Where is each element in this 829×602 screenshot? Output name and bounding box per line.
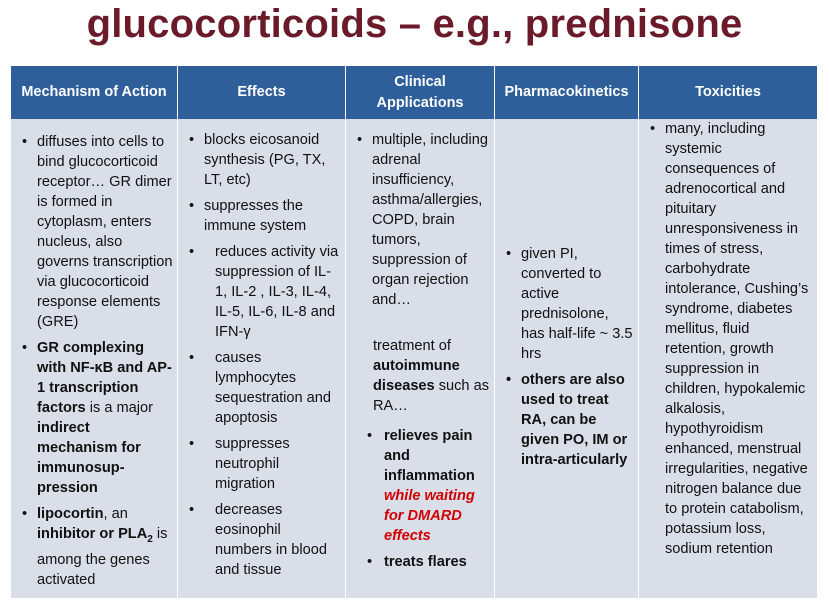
list-item: • diffuses into cells to bind glucocorticoid receptor… GR dimer is formed in cytoplasm, enters nucleus, also governs transcription via glucocorticoid response elements (GRE): [22, 134, 173, 330]
clinical-applications-cell: [346, 119, 495, 598]
header-toxicities: Toxicities: [639, 66, 817, 119]
effects-cell: [178, 119, 346, 598]
header-clinical-applications: Clinical Applications: [346, 66, 495, 119]
pharmacokinetics-cell: [495, 119, 639, 598]
list-item: • suppresses the immune system: [189, 198, 307, 234]
list-item: • causes lymphocytes sequestration and apoptosis: [189, 350, 332, 426]
list-item: • treats flares: [367, 554, 467, 570]
list-item: • many, including systemic consequences of adrenocortical and pituitary unresponsiveness in times of stress, carbohydrate intolerance, Cushing’s syndrome, diabetes mellitus, fluid retention, growth suppression in children, hypokalemic alkalosis, hypothyroidism enhanced, menstrual irregularities, negative nitrogen balance due to protein catabolism, potassium loss, sodium retention: [650, 121, 809, 557]
list-item: • multiple, including adrenal insufficiency, asthma/allergies, COPD, brain tumors, suppression of organ rejection and…: [357, 132, 489, 308]
list-item: • given PI, converted to active prednisolone, has half-life ~ 3.5 hrs: [506, 246, 633, 362]
header-pharmacokinetics: Pharmacokinetics: [495, 66, 639, 119]
list-item: • relieves pain and inflammation while waiting for DMARD effects: [367, 428, 475, 544]
list-item: • others are also used to treat RA, can be given PO, IM or intra-articularly: [506, 372, 628, 468]
mechanism-cell: [11, 119, 178, 598]
header-mechanism: Mechanism of Action: [11, 66, 178, 119]
list-item: • GR complexing with NF-κB and AP-1 transcription factors is a major indirect mechanism for immunosup-pression: [22, 340, 172, 496]
list-item: • lipocortin, an inhibitor or $PLA_2$ is among the genes activated: [22, 506, 168, 588]
page-title: glucocorticoids – e.g., prednisone: [86, 2, 743, 46]
list-item: • reduces activity via suppression of IL-1, IL-2 , IL-3, IL-4, IL-5, IL-6, IL-8 and IFN-γ: [189, 244, 339, 340]
list-item: • suppresses neutrophil migration: [189, 436, 290, 492]
header-effects: Effects: [178, 66, 346, 119]
toxicities-cell: [639, 119, 817, 598]
list-item: • blocks eicosanoid synthesis (PG, TX, LT, etc): [189, 132, 326, 188]
list-item: • decreases eosinophil numbers in blood and tissue: [189, 502, 327, 578]
autoimmune-paragraph: treatment of autoimmune diseases such as RA…: [373, 338, 490, 414]
